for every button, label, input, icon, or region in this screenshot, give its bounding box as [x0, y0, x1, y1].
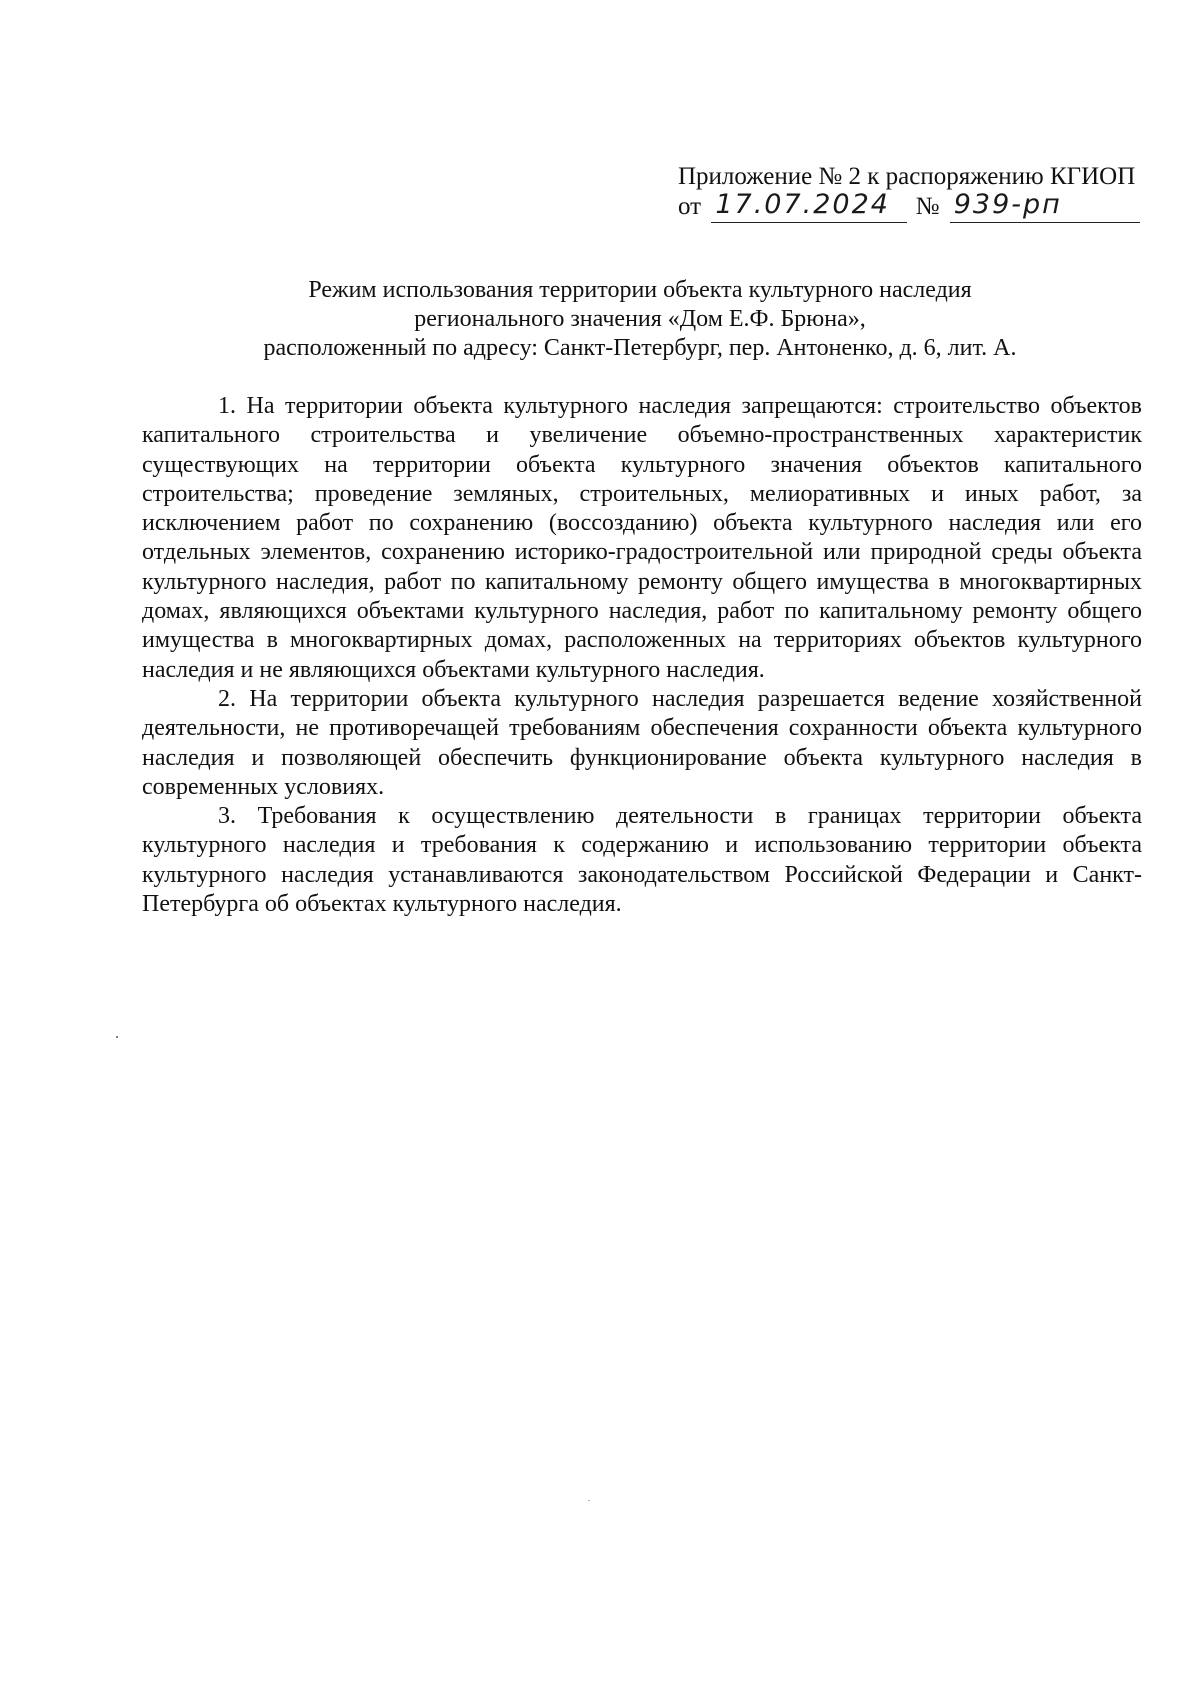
date-prefix-label: от: [678, 193, 702, 220]
document-body: [142, 392, 1142, 919]
paragraph-1: 1. На территории объекта культурного наследия запрещаются: строительство объектов капитального строительства и увеличение объемно-пространственных характеристик существующих на территории объекта культурного значения объектов капитального строительства; проведение земляных, строительных, мелиоративных и иных работ, за исключением работ по сохранению (воссозданию) объекта культурного наследия или его отдельных элементов, сохранению историко-градостроительной или природной среды объекта культурного наследия, работ по капитальному ремонту общего имущества в многоквартирных домах, являющихся объектами культурного наследия, работ по капитальному ремонту общего имущества в многоквартирных домах, расположенных на территориях объектов культурного наследия и не являющихся объектами культурного наследия.: [142, 393, 1142, 683]
handwritten-number: 939-рп: [953, 189, 1062, 220]
scan-speck: [116, 1036, 118, 1038]
order-date-field: [711, 189, 907, 223]
appendix-header: [678, 162, 1148, 226]
order-date-number-line: [678, 189, 1148, 226]
title-line-1: Режим использования территории объекта культурного наследия: [308, 277, 972, 303]
number-sign-label: №: [915, 193, 940, 220]
paragraph-3: 3. Требования к осуществлению деятельности в границах территории объекта культурного наследия и требования к содержанию и использованию территории объекта культурного наследия устанавливаются законодательством Российской Федерации и Санкт-Петербурга об объектах культурного наследия.: [142, 803, 1142, 918]
scan-speck: [588, 1500, 590, 1501]
title-line-3: расположенный по адресу: Санкт-Петербург, пер. Антоненко, д. 6, лит. А.: [263, 335, 1017, 361]
appendix-reference: Приложение № 2 к распоряжению КГИОП: [678, 163, 1136, 190]
document-title: [140, 276, 1140, 363]
order-number-field: [950, 189, 1140, 223]
paragraph-2: 2. На территории объекта культурного наследия разрешается ведение хозяйственной деятельности, не противоречащей требованиям обеспечения сохранности объекта культурного наследия и позволяющей обеспечить функционирование объекта культурного наследия в современных условиях.: [142, 685, 1142, 800]
title-line-2: регионального значения «Дом Е.Ф. Брюна»,: [414, 306, 866, 332]
handwritten-date: 17.07.2024: [715, 189, 890, 220]
